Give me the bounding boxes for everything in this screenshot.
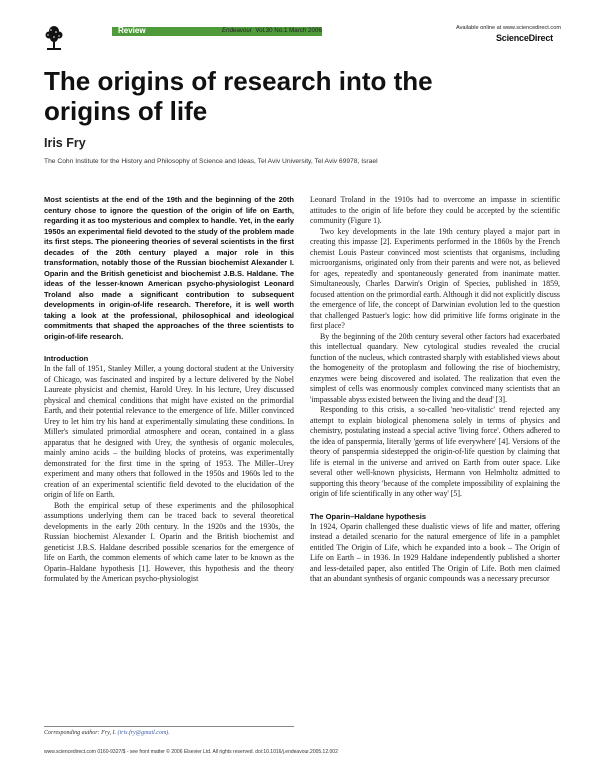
section-heading-oparin-haldane: The Oparin–Haldane hypothesis — [310, 511, 427, 521]
section-heading-introduction: Introduction — [44, 354, 89, 363]
paragraph: By the beginning of the 20th century several other factors had exacerbated this intellectual quandary. New cytological studies revealed the crucial function of the nucleus, which contrasted sharply with established views about the homogeneity of the protoplasm and following the rise of biochemistry, enzymes were being discovered and isolated. The realization that even the simplest of cells was enormously complex convinced many scientists that an 'impassable abyss existed between the living and the dead' [3]. — [310, 331, 560, 404]
journal-name: Endeavour — [222, 27, 252, 34]
paragraph: Both the empirical setup of these experiments and the philosophical assumptions underlying them can be traced back to several theoretical developments in the early 20th century. In the 1920s and the 1930s, the Russian biochemist Alexander I. Oparin and the British biochemist and geneticist J.B.S. Haldane described possible scenarios for the emergence of life on Earth, the common elements of which came later to be known as the Oparin–Haldane hypothesis [1]. However, this hypothesis and the theory formulated by the American psycho-physiologist — [44, 500, 294, 583]
author-affiliation: The Cohn Institute for the History and Philosophy of Science and Ideas, Tel Aviv University, Tel Aviv 69978, Israel — [44, 158, 378, 165]
journal-citation — [222, 27, 322, 34]
sciencedirect-logo: ScienceDirect — [496, 33, 553, 43]
author-name: Iris Fry — [44, 136, 86, 150]
paragraph: Two key developments in the late 19th century played a major part in creating this impasse [2]. Experiments performed in the 1860s by the French chemist Louis Pasteur convinced most scientists that organisms, including microorganisms, originated only from their parents and were not, as believed for ages, repeatedly and spontaneously generated from inanimate matter. Simultaneously, Charles Darwin's Origin of Species, published in 1859, focused attention on the primordial earth. Although it did not explicitly discuss the emergence of life, the concept of Darwinian evolution led to the question that challenged Pastuer's logic: how did primitive life forms originate in the first place? — [310, 226, 560, 330]
paragraph: In the fall of 1951, Stanley Miller, a young doctoral student at the University of Chicago, was fascinated and inspired by a lecture delivered by the Nobel Laureate physicist and chemist, Harold Urey. In his lecture, Urey discussed physical and chemical conditions that might have existed on the primordial Earth, and their potential relevance to the emergence of life. Miller convinced Urey to let him try his hand at experimentally simulating these conditions. In Miller's simulated primordial atmosphere and ocean, contained in a glass apparatus that he designed with Urey, the synthesis of organic molecules, mainly amino acids – the building blocks of proteins, was experimentally demonstrated for the first time in the spring of 1953. The Miller–Urey experiment and many others that followed in the 1950s and 1960s led to the creation of an experimental scientific field devoted to the elucidation of the origin of life on Earth. — [44, 364, 294, 499]
paragraph: In 1924, Oparin challenged these dualistic views of life and matter, offering instead a detailed scenario for the natural emergence of life in a pamphlet entitled The Origin of Life, which he expanded into a book – The Origin of Life on Earth – in 1936. In 1929 Haldane independently published a shorter and less-detailed paper, also entitled The Origin of Life. Both men claimed that an abundant synthesis of organic compounds was a necessary precursor — [310, 521, 560, 583]
paragraph: Responding to this crisis, a so-called 'neo-vitalistic' trend rejected any attempt to explain biological phenomena solely in terms of physics and chemistry, postulating instead a special active 'living force'. Others adhered to the idea of panspermia, literally 'germs of life everywhere' [4]. Versions of the theory of panspermia sidestepped the origin-of-life question by claiming that life is eternal in the universe and arrived on Earth from outer space. Like several other well-known physicists, Hermann von Helmholtz admitted to supporting this theory 'because of the complete impossibility of explaining the origin of life scientifically in any other way' [5]. — [310, 405, 560, 498]
corresponding-author-note — [44, 726, 294, 736]
journal-issue: Vol.30 No.1 March 2006 — [255, 27, 322, 34]
abstract: Most scientists at the end of the 19th and the beginning of the 20th century chose to ignore the question of the origin of life on Earth, regarding it as too mysterious and complex to handle. Yet, in the early 1950s an experimental field devoted to the study of the problem made its first steps. The pioneering theories of several scientists in the first decades of the 20th century played a major role in this transformation, notably those of the Russian biochemist Alexander I. Oparin and the British geneticist and biochemist J.B.S. Haldane. The ideas of the lesser-known American psycho-physiologist Leonard Troland also made a significant contribution to subsequent developments in origin-of-life research. Therefore, it is well worth taking a look at the professional, philosophical and ideological commitments that shaped the approaches of the three scientists to origin-of-life research. — [44, 195, 294, 341]
right-column — [310, 195, 560, 585]
brand-line: Available online at www.sciencedirect.com — [456, 25, 561, 31]
author-email-link[interactable]: (iris.fry@gmail.com). — [117, 730, 170, 736]
paragraph: Leonard Troland in the 1910s had to overcome an impasse in scientific attitudes to the origin of life before they could be accepted by the scientific community (Figure 1). — [310, 195, 560, 225]
article-title: The origins of research into the origins of life — [44, 66, 433, 126]
section-label: Review — [118, 26, 146, 35]
elsevier-tree-logo — [44, 24, 64, 52]
page-footer: www.sciencedirect.com 0160-9327/$ - see front matter © 2006 Elsevier Ltd. All rights reserved. doi:10.1016/j.endeavour.2005.12.002 — [44, 749, 338, 755]
left-column — [44, 195, 294, 585]
corresponding-author-label: Corresponding author: Fry, I. — [44, 730, 116, 736]
